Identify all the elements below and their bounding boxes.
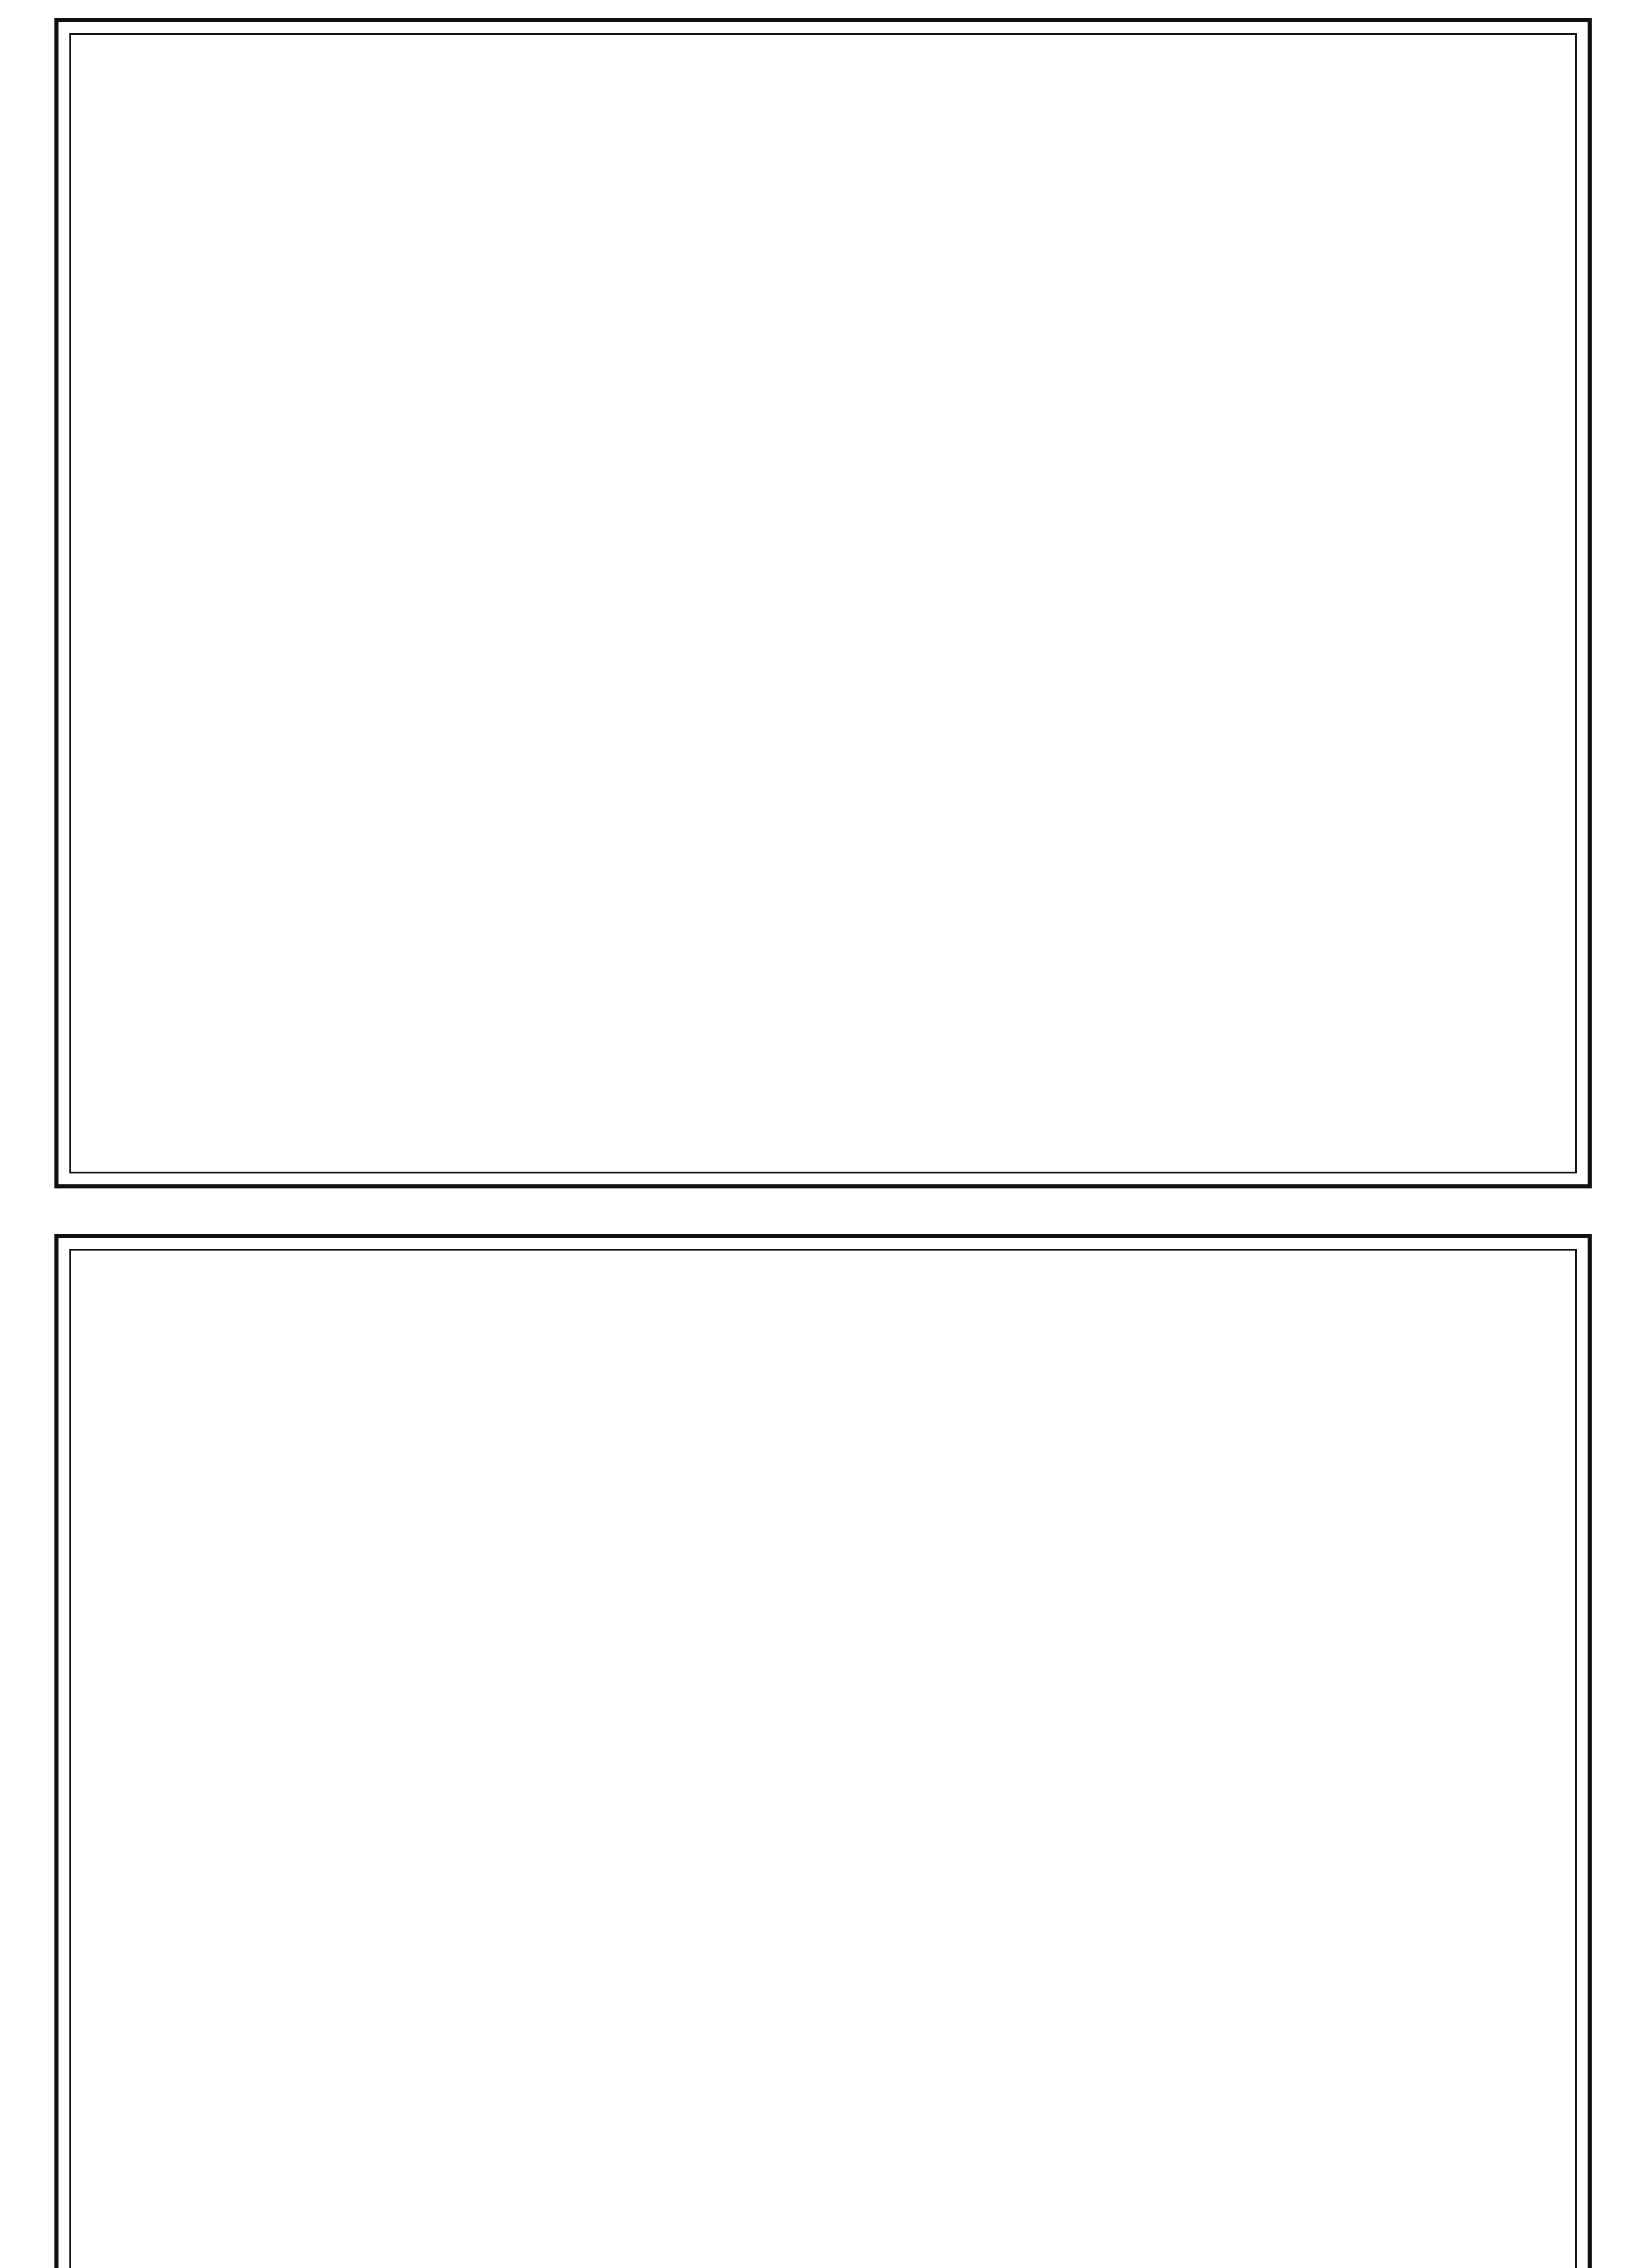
bottom-page-frame xyxy=(69,1249,1577,2268)
top-page xyxy=(54,18,1592,1188)
top-page-frame xyxy=(69,33,1577,1173)
bottom-page xyxy=(54,1234,1592,2268)
